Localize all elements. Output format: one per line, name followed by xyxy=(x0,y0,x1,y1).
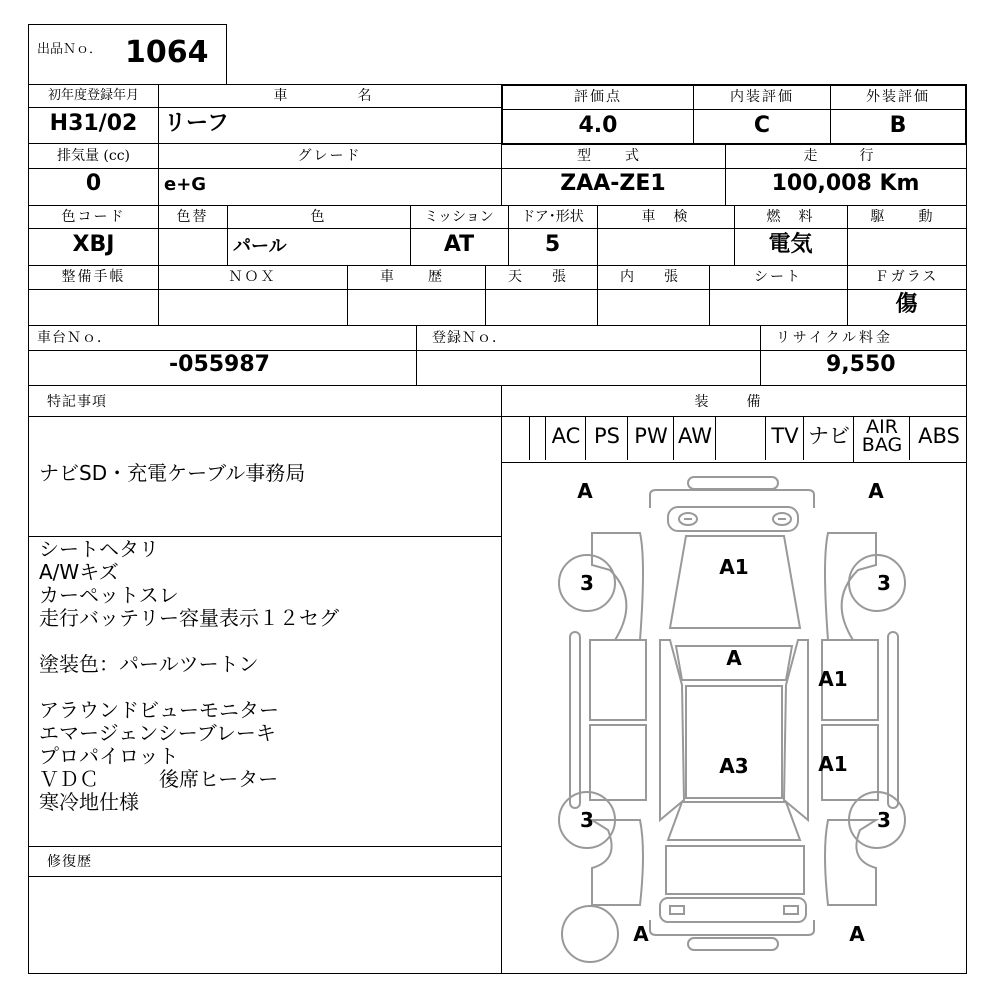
equipment-ac: AC xyxy=(545,416,586,460)
fuel-value: 電気 xyxy=(768,232,813,257)
color-value: パール xyxy=(233,236,287,257)
mark-front-right: A xyxy=(868,479,884,503)
chassis-value: -055987 xyxy=(169,352,270,377)
color-code-value: XBJ xyxy=(72,232,115,257)
seat-label: シート xyxy=(754,269,802,285)
chassis-label: 車台Ｎｏ． xyxy=(37,330,112,346)
mark-tire-front-left: 3 xyxy=(580,571,594,595)
equipment-ps: PS xyxy=(585,416,628,460)
displacement-value: 0 xyxy=(85,171,102,196)
equipment-abs: ABS xyxy=(909,416,967,460)
equipment-pw: PW xyxy=(627,416,674,460)
grade-value: e+G xyxy=(164,174,207,195)
equipment-label: 装 備 xyxy=(694,394,773,410)
car-name-value: リーフ xyxy=(164,111,229,136)
door-value: 5 xyxy=(544,232,561,257)
mileage-value: 100,008 Km xyxy=(771,171,920,196)
mark-tire-rear-right: 3 xyxy=(877,808,891,832)
equipment-navi: ナビ xyxy=(803,416,854,460)
history-label: 車 歴 xyxy=(380,269,452,285)
mark-hood: A1 xyxy=(719,555,749,579)
interior-rating-label: 内装評価 xyxy=(730,89,794,105)
grade-label: グレード xyxy=(297,148,362,164)
interior-trim-label: 内 張 xyxy=(620,269,686,285)
car-name-label: 車 名 xyxy=(273,88,386,104)
equipment-tv: TV xyxy=(765,416,804,460)
front-glass-label: Ｆガラス xyxy=(874,269,939,285)
recycle-fee-label: リサイクル料金 xyxy=(776,330,894,346)
nox-label: ＮＯＸ xyxy=(228,269,277,285)
first-registration-label: 初年度登録年月 xyxy=(47,88,139,103)
door-label: ドア･形状 xyxy=(521,209,584,225)
special-notes-label: 特記事項 xyxy=(47,394,107,410)
mark-front-left: A xyxy=(577,479,593,503)
exterior-rating-value: B xyxy=(889,113,907,138)
mark-roof: A3 xyxy=(719,754,749,778)
drive-label: 駆 動 xyxy=(870,209,943,225)
model-value: ZAA-ZE1 xyxy=(560,171,666,196)
registration-label: 登録Ｎｏ． xyxy=(432,330,507,346)
roof-lining-label: 天 張 xyxy=(508,269,574,285)
color-label: 色 xyxy=(310,209,327,225)
repair-history-label: 修復歴 xyxy=(47,854,92,870)
recycle-fee-value: 9,550 xyxy=(826,352,896,377)
fuel-label: 燃 料 xyxy=(766,209,815,225)
special-notes-line: ナビSD・充電ケーブル事務局 xyxy=(39,461,306,485)
mark-roof-front: A xyxy=(726,646,742,670)
maintenance-label: 整備手帳 xyxy=(61,269,126,285)
inspection-label: 車 検 xyxy=(641,209,690,225)
color-code-label: 色コード xyxy=(61,209,126,225)
color-change-label: 色替 xyxy=(176,209,209,225)
mark-tire-rear-left: 3 xyxy=(580,808,594,832)
lot-number-label: 出品Ｎｏ． xyxy=(37,42,103,57)
score-label: 評価点 xyxy=(574,89,622,105)
mark-rear-right: A xyxy=(849,922,865,946)
mission-label: ミッション xyxy=(424,209,494,225)
displacement-label: 排気量 (cc) xyxy=(56,148,131,164)
score-value: 4.0 xyxy=(578,113,618,138)
mark-rear-left: A xyxy=(633,922,649,946)
front-glass-value: 傷 xyxy=(895,292,918,317)
equipment-airbag: AIR BAG xyxy=(853,416,910,462)
interior-rating-value: C xyxy=(753,113,771,138)
mileage-label: 走 行 xyxy=(803,148,888,164)
model-label: 型 式 xyxy=(577,148,649,164)
mark-tire-front-right: 3 xyxy=(877,571,891,595)
first-registration-value: H31/02 xyxy=(49,111,138,136)
exterior-rating-label: 外装評価 xyxy=(866,89,930,105)
special-notes-text: シートヘタリ A/Wキズ カーペットスレ 走行バッテリー容量表示１２セグ 塗装色：パールツートン アラウンドビューモニター エマージェンシーブレーキ プロパイロット ＶＤＣ 後席ヒーター 寒冷地仕様 xyxy=(39,537,339,814)
lot-number: 1064 xyxy=(125,35,209,70)
mission-value: AT xyxy=(443,232,475,257)
equipment-aw: AW xyxy=(673,416,716,460)
mark-right-front-door: A1 xyxy=(818,667,848,691)
mark-right-rear-door: A1 xyxy=(818,752,848,776)
